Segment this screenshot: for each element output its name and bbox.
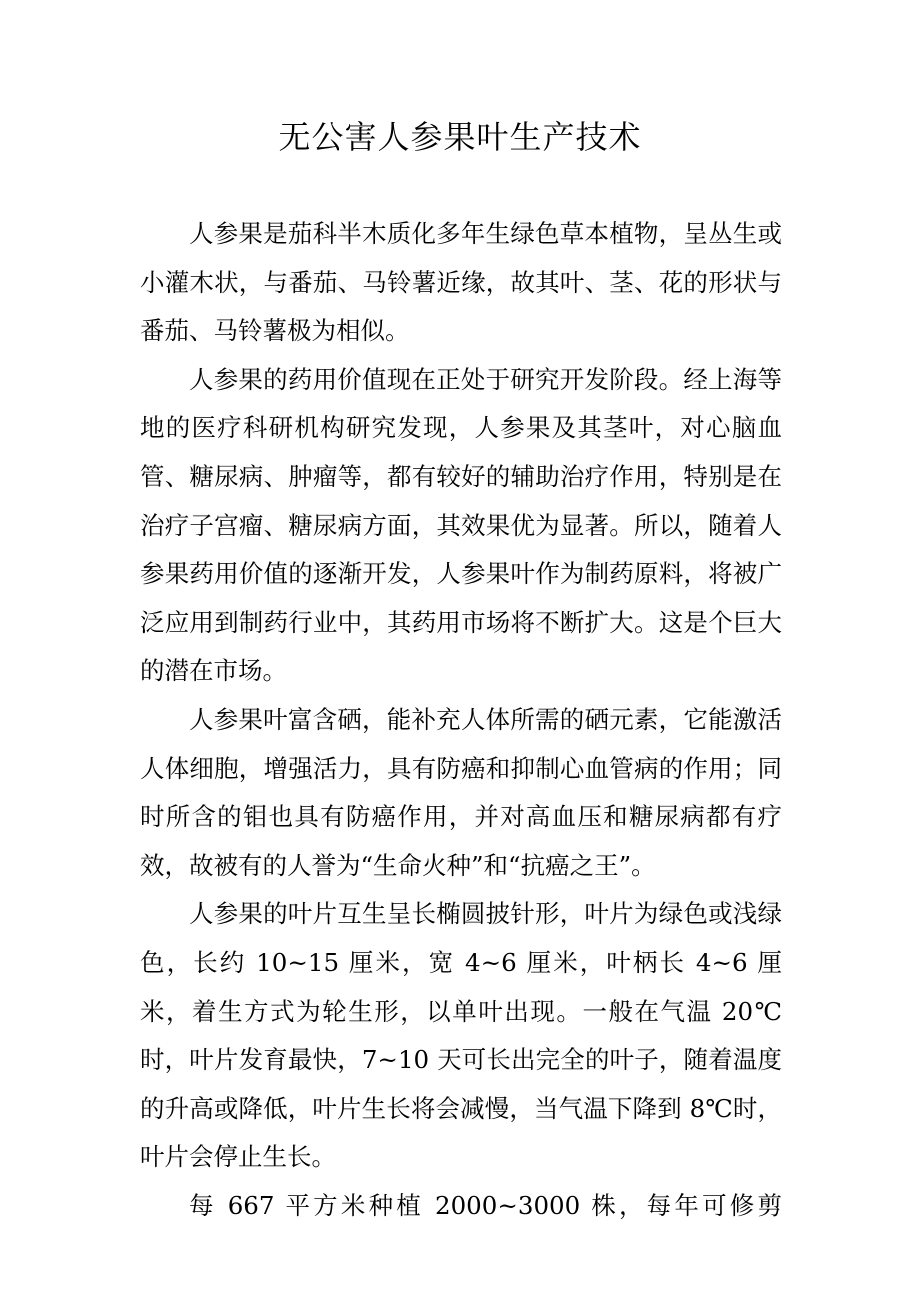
paragraph-intro: 人参果是茄科半木质化多年生绿色草本植物，呈丛生或小灌木状，与番茄、马铃薯近缘，故其叶、茎、花的形状与番茄、马铃薯极为相似。 [140,219,782,346]
document-title: 无公害人参果叶生产技术 [278,118,642,156]
document-body [140,210,782,1230]
paragraph-selenium: 人参果叶富含硒，能补充人体所需的硒元素，它能激活人体细胞，增强活力，具有防癌和抑制心血管病的作用；同时所含的钼也具有防癌作用，并对高血压和糖尿病都有疗效，故被有的人誉为“生命火种”和“抗癌之王”。 [140,704,782,880]
paragraph-medicinal-value: 人参果的药用价值现在正处于研究开发阶段。经上海等地的医疗科研机构研究发现，人参果及其茎叶，对心脑血管、糖尿病、肿瘤等，都有较好的辅助治疗作用，特别是在治疗子宫瘤、糖尿病方面，其效果优为显著。所以，随着人参果药用价值的逐渐开发，人参果叶作为制药原料，将被广泛应用到制药行业中，其药用市场将不断扩大。这是个巨大的潜在市场。 [140,364,782,686]
paragraph-leaf-description: 人参果的叶片互生呈长椭圆披针形，叶片为绿色或浅绿色，长约 10~15 厘米，宽 4~6 厘米，叶柄长 4~6 厘米，着生方式为轮生形，以单叶出现。一般在气温 20℃时，叶片发育最快，7~10 天可长出完全的叶子，随着温度的升高或降低，叶片生长将会减慢，当气温下降到 8℃时，叶片会停止生长。 [140,899,782,1172]
paragraph-planting: 每 667 平方米种植 2000~3000 株，每年可修剪 [189,1190,782,1220]
